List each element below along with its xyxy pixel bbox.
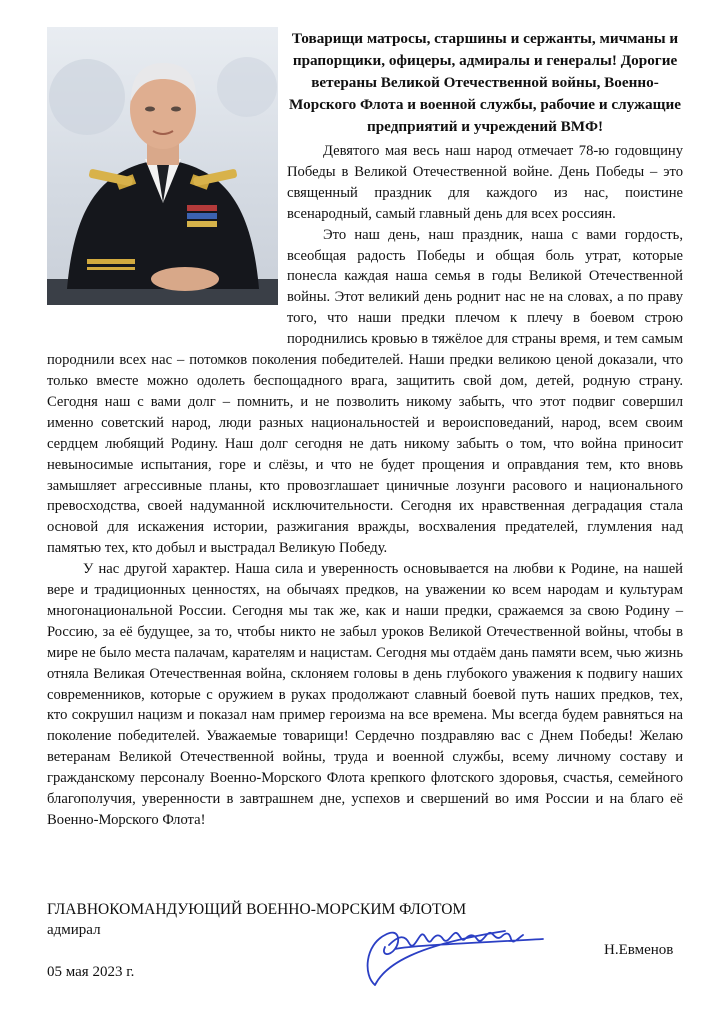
paragraph-3: У нас другой характер. Наша сила и уверенность основывается на любви к Родине, на нашей вере и традиционных ценностях, на обычаях предков, на уважении ко всем народам и культурам многонациональной России. Сегодня мы так же, как и наши предки, сражаемся за свою Родину – Россию, за её будущее, за то, чтобы никто не забыл уроков Великой Отечественной войны, чтобы в мире не было места палачам, карателям и нацистам. Сегодня мы отдаём дань памяти всем, чью жизнь отняла Великая Отечественная война, склоняем головы в день глубокого уважения к подвигу наших современников, которые с оружием в руках продолжают славный боевой путь наших предков, тех, кто сокрушил нацизм и показал нам пример героизма на все времена. Мы всегда будем равняться на поколение победителей. Уважаемые товарищи! Сердечно поздравляю вас с Днем Победы! Желаю ветеранам Великой Отечественной войны, труда и военной службы, всему личному составу и гражданскому персоналу Военно-Морского Флота крепкого флотского здоровья, счастья, семейного благополучия, уверенности в завтрашнем дне, успехов и свершений во имя России и на благо её Военно-Морского Флота! — [47, 561, 683, 828]
signer-name: Н.Евменов — [604, 942, 674, 958]
paragraph-2: Это наш день, наш праздник, наша с вами гордость, всеобщая радость Победы и общая боль утрат, которые понесла каждая наша семья в годы Великой Отечественной войны. Этот великий день роднит нас не на словах, а по праву того, что наши предки плечом к плечу в боевом строю породнились кровью в тяжёлое для страны время, и тем самым породнили всех нас – потомков поколения победителей. Наши предки великою ценой доказали, что только вместе можно одолеть беспощадного врага, защитить свой дом, детей, родную страну. Сегодня наш с вами долг – помнить, и не позволить никому забыть, что этот подвиг совершил именно советский народ, люди разных национальностей и вероисповеданий, народ, всем своим сердцем любящий Родину. Наш долг сегодня не дать никому забыть о том, что война приносит невыносимые испытания, горе и слёзы, и что не будет прощения и оправдания тем, кто вновь замышляет агрессивные планы, кто провозглашает циничные лозунги расового и национального превосходства, своей надуманной исключительности. Сегодня их нравственная деградация стала основой для искажения истории, разжигания вражды, восхваления предателей, глумления над памятью тех, кто добыл и выстрадал Великую Победу. — [47, 226, 683, 557]
signer-position: ГЛАВНОКОМАНДУЮЩИЙ ВОЕННО-МОРСКИМ ФЛОТОМ — [47, 901, 467, 918]
handwritten-signature — [355, 905, 550, 997]
signer-rank: адмирал — [47, 922, 101, 938]
letter-heading: Товарищи матросы, старшины и сержанты, мичманы и прапорщики, офицеры, адмиралы и генералы! Дорогие ветераны Великой Отечественной войны, Военно-Морского Флота и военной службы, рабочие и служащие предприятий и учреждений ВМФ! — [289, 30, 681, 135]
photo-spacer — [47, 28, 287, 338]
letter-body — [47, 28, 683, 831]
letter-date: 05 мая 2023 г. — [47, 964, 135, 980]
paragraph-1: Девятого мая весь наш народ отмечает 78-ю годовщину Победы в Великой Отечественной войне. День Победы – это священный праздник для каждого из нас, поистине всенародный, самый главный день для всех россиян. — [287, 143, 683, 222]
